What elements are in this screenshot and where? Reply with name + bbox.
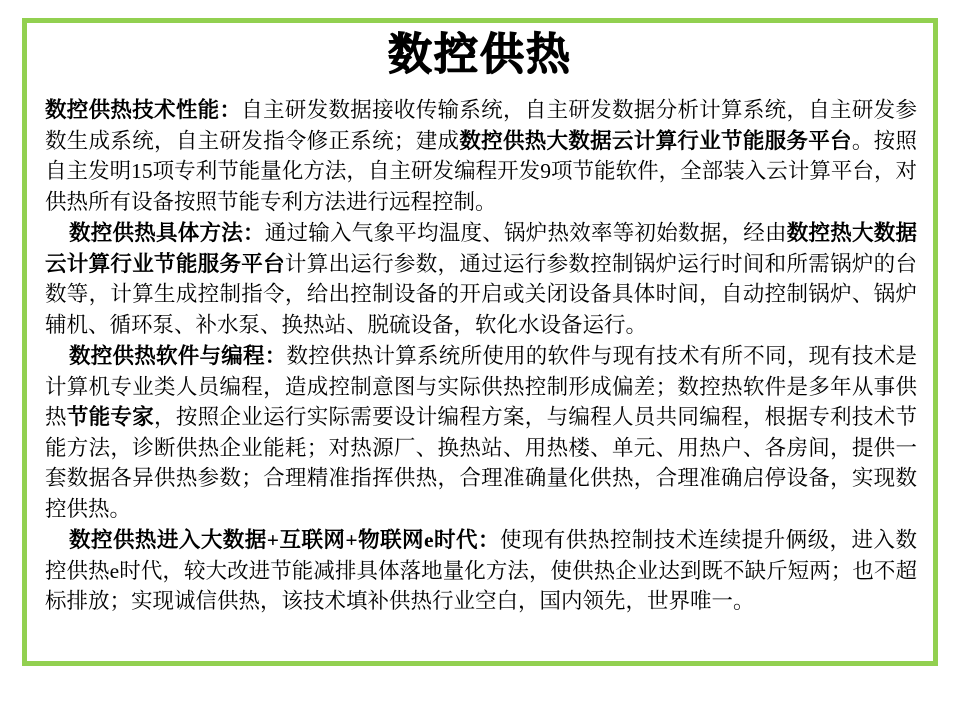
paragraph [45, 218, 917, 340]
text-run: 通过输入气象平均温度、锅炉热效率等初始数据，经由 [264, 221, 787, 246]
text-run: 。按照自主发明15项专利节能量化方法，自主研发编程开发9项节能软件，全部装入云计算平台，对供热所有设备按照节能专利方法进行远程控制。 [45, 128, 917, 214]
content-frame [22, 18, 938, 666]
text-run: 使现有供热控制技术连续提升俩级，进入数控供热e时代，较大改进节能减排具体落地量化方法，使供热企业达到既不缺斤短两；也不超标排放；实现诚信供热，该技术填补供热行业空白，国内领先，世界唯一。 [45, 528, 917, 614]
paragraph [45, 341, 917, 524]
text-run: 自主研发数据接收传输系统，自主研发数据分析计算系统，自主研发参数生成系统，自主研发指令修正系统；建成 [45, 98, 917, 153]
paragraph [45, 95, 917, 217]
text-run: 数控供热计算系统所使用的软件与现有技术有所不同，现有技术是计算机专业类人员编程，造成控制意图与实际供热控制形成偏差；数控热软件是多年从事供热 [45, 344, 917, 430]
text-run-bold: 数控供热软件与编程： [69, 344, 287, 369]
text-run-bold: 节能专家 [66, 405, 155, 430]
text-run-bold: 数控供热大数据云计算行业节能服务平台 [459, 128, 852, 153]
text-run-bold: 数控供热具体方法： [69, 221, 265, 246]
text-run: 计算出运行参数，通过运行参数控制锅炉运行时间和所需锅炉的台数等，计算生成控制指令，给出控制设备的开启或关闭设备具体时间，自动控制锅炉、锅炉辅机、循环泵、补水泵、换热站、脱硫设备，软化水设备运行。 [45, 251, 917, 337]
text-run: ，按照企业运行实际需要设计编程方案，与编程人员共同编程，根据专利技术节能方法，诊断供热企业能耗；对热源厂、换热站、用热楼、单元、用热户、各房间，提供一套数据各异供热参数；合理精准指挥供热，合理准确量化供热，合理准确启停设备，实现数控供热。 [45, 405, 917, 521]
page-title: 数控供热 [388, 29, 572, 80]
text-run-bold: 数控热大数据云计算行业节能服务平台 [45, 221, 917, 276]
paragraph [45, 525, 917, 617]
text-run-bold: 数控供热进入大数据+互联网+物联网e时代： [69, 528, 500, 553]
text-run-bold: 数控供热技术性能： [45, 98, 242, 122]
body-text-block [45, 95, 917, 618]
